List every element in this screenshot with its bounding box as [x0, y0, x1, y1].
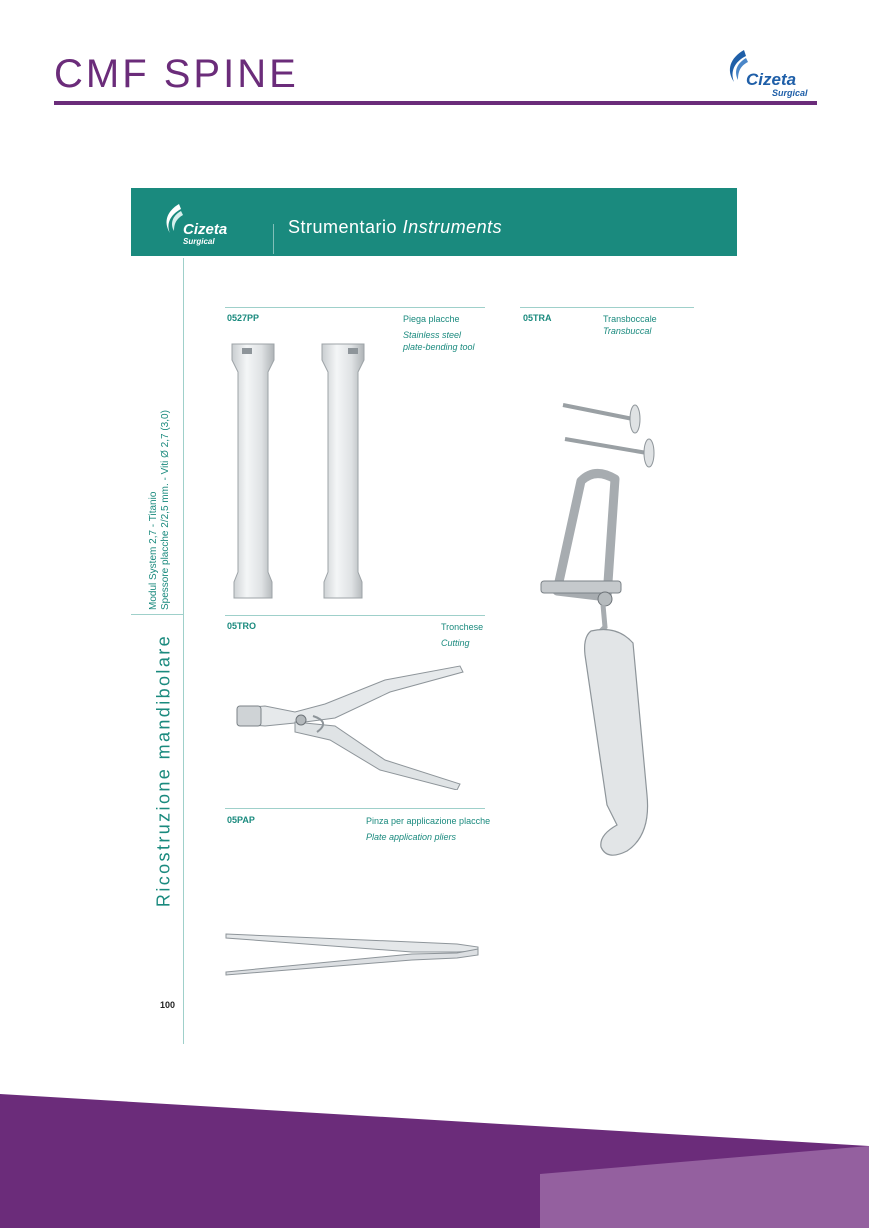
- item-rule: [225, 615, 485, 616]
- product-description: [603, 313, 683, 337]
- product-name: Tronchese: [441, 622, 484, 632]
- banner-sub-text: Surgical: [183, 237, 215, 246]
- logo-sub-text: Surgical: [772, 88, 808, 98]
- spec-line-1: Modul System 2,7 - Titanio: [148, 491, 159, 610]
- product-description: [403, 313, 493, 353]
- product-name: Transboccale: [603, 314, 657, 324]
- product-italic-1: Cutting: [441, 638, 470, 648]
- trocar-pins: [563, 405, 654, 467]
- heading-main: Strumentario: [288, 217, 398, 237]
- banner-heading: [288, 217, 502, 238]
- title-rule: [54, 101, 817, 105]
- banner-separator: [273, 224, 274, 254]
- logo-mark-icon: [161, 202, 185, 238]
- product-italic-1: Stainless steel: [403, 330, 462, 340]
- item-rule: [225, 808, 485, 809]
- product-name: Pinza per applicazione placche: [366, 816, 491, 826]
- application-pliers-image: [222, 928, 484, 978]
- heading-italic: Instruments: [402, 217, 503, 237]
- brand-logo: [724, 48, 820, 100]
- product-name: Piega placche: [403, 314, 460, 324]
- item-rule: [225, 307, 485, 308]
- plate-bending-tool-image: [228, 342, 378, 602]
- product-italic-2: plate-bending tool: [403, 342, 475, 352]
- cutting-pliers-image: [235, 660, 475, 790]
- page-title: CMF SPINE: [54, 52, 299, 96]
- page-number: 100: [160, 1000, 176, 1010]
- product-description: [366, 815, 496, 843]
- spec-line-2: Spessore placche 2/2,5 mm. - Viti Ø 2,7 (3,0): [160, 410, 171, 610]
- transbuccal-instrument-image: [535, 395, 675, 865]
- item-rule: [520, 307, 694, 308]
- sidebar-divider: [183, 258, 184, 1044]
- section-title: Ricostruzione mandibolare: [153, 633, 174, 908]
- product-italic-1: Transbuccal: [603, 326, 652, 336]
- product-code: 05TRA: [523, 313, 552, 323]
- footer-band: [0, 1080, 869, 1228]
- banner-brand-text: Cizeta: [183, 221, 228, 238]
- logo-brand-text: Cizeta: [746, 70, 797, 89]
- product-code: 05TRO: [227, 621, 257, 631]
- section-banner: [131, 188, 737, 256]
- product-code: 05PAP: [227, 815, 255, 825]
- product-italic-1: Plate application pliers: [366, 832, 457, 842]
- sidebar-section-rule: [131, 614, 183, 615]
- product-description: [441, 621, 501, 649]
- product-code: 0527PP: [227, 313, 260, 323]
